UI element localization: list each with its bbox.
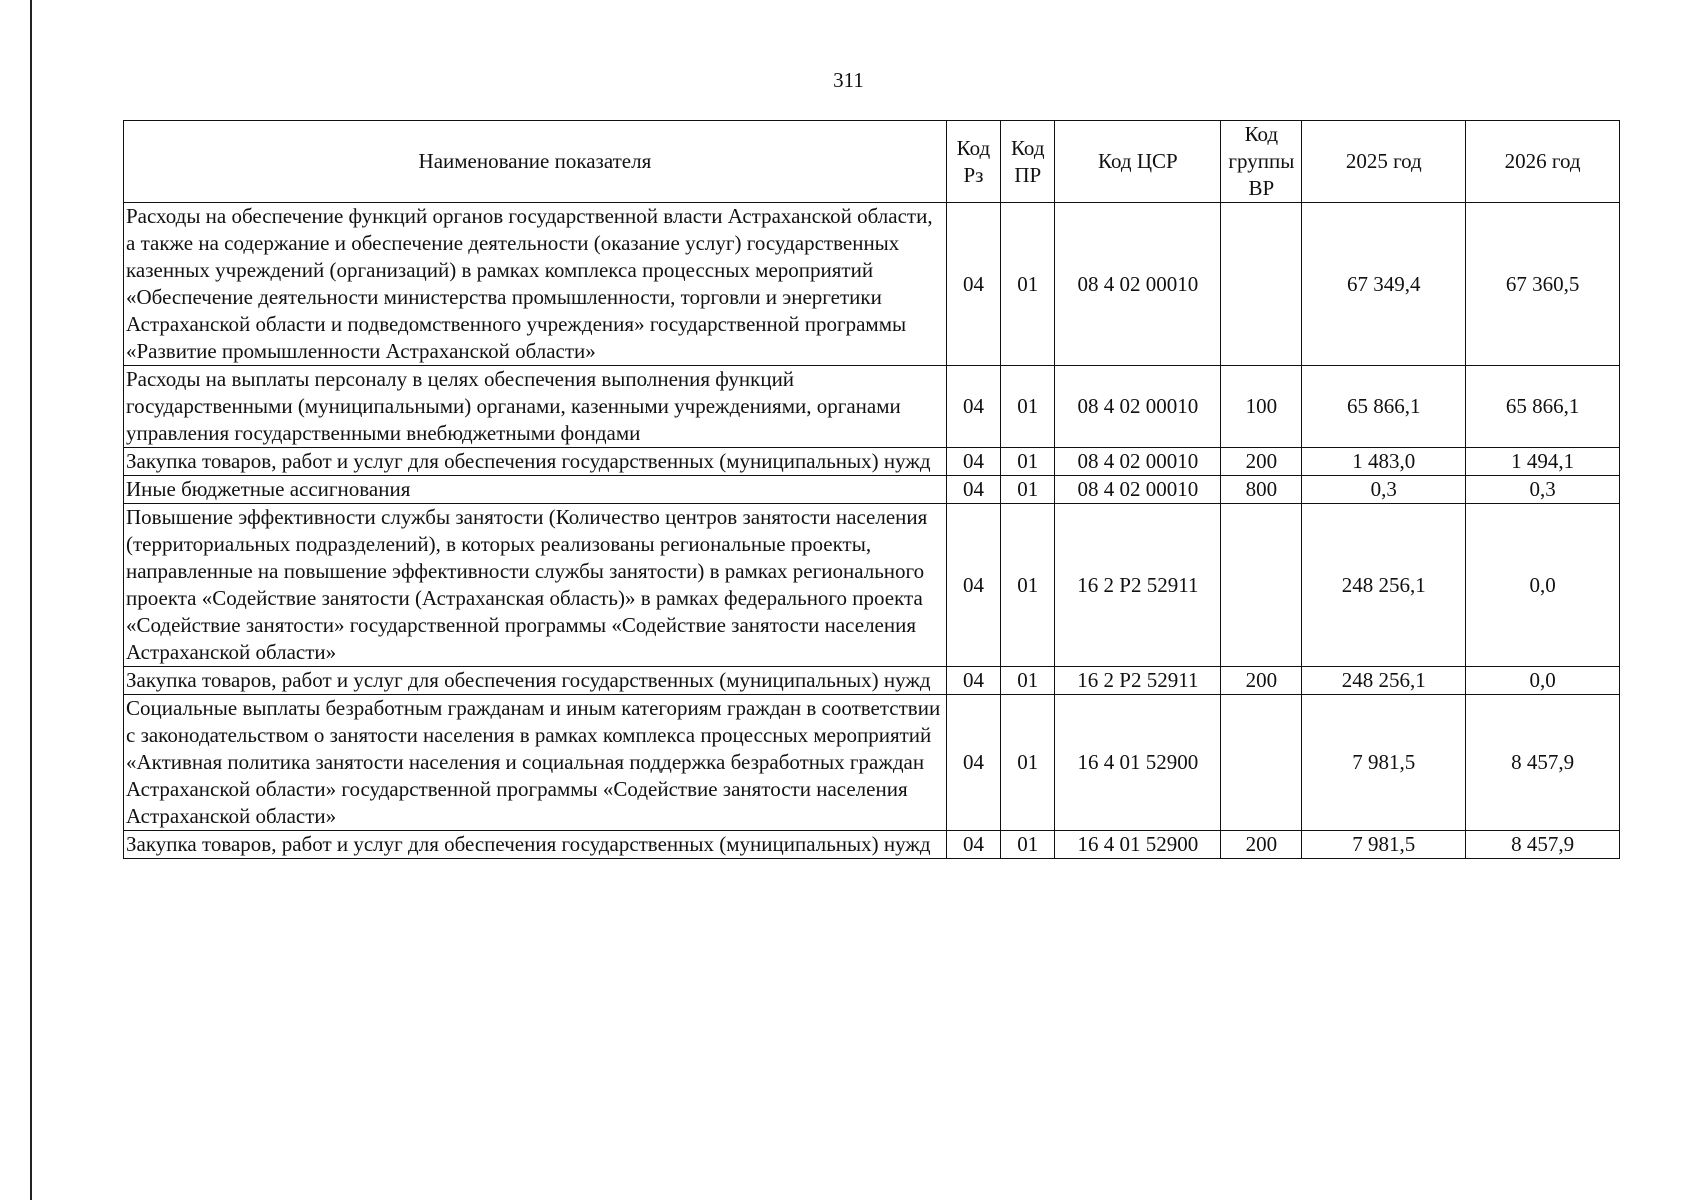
row-pr: 01 (1001, 203, 1055, 366)
row-rz: 04 (946, 667, 1000, 695)
row-pr: 01 (1001, 831, 1055, 859)
row-name: Расходы на обеспечение функций органов государственной власти Астраханской области, а также на содержание и обеспечение деятельности (оказание услуг) государственных казенных учреждений (организаций) в рамках комплекса процессных мероприятий «Обеспечение деятельности министерства промышленности, торговли и энергетики Астраханской области и подведомственного учреждения» государственной программы «Развитие промышленности Астраханской области» (124, 203, 947, 366)
row-vr: 100 (1221, 366, 1302, 448)
table-row (124, 366, 1620, 448)
row-rz: 04 (946, 504, 1000, 667)
row-2026: 0,0 (1466, 504, 1620, 667)
row-pr: 01 (1001, 448, 1055, 476)
table-row (124, 504, 1620, 667)
binding-line (30, 0, 32, 1200)
table-row (124, 831, 1620, 859)
row-csr: 16 4 01 52900 (1055, 695, 1221, 831)
row-vr (1221, 695, 1302, 831)
row-pr: 01 (1001, 504, 1055, 667)
row-vr: 200 (1221, 667, 1302, 695)
row-csr: 08 4 02 00010 (1055, 476, 1221, 504)
row-2026: 67 360,5 (1466, 203, 1620, 366)
row-2026: 8 457,9 (1466, 831, 1620, 859)
row-csr: 08 4 02 00010 (1055, 366, 1221, 448)
row-rz: 04 (946, 366, 1000, 448)
table-row (124, 448, 1620, 476)
header-2026: 2026 год (1466, 121, 1620, 203)
header-rz: Код Рз (946, 121, 1000, 203)
row-2025: 7 981,5 (1302, 695, 1466, 831)
row-name: Закупка товаров, работ и услуг для обеспечения государственных (муниципальных) нужд (124, 448, 947, 476)
row-name: Закупка товаров, работ и услуг для обеспечения государственных (муниципальных) нужд (124, 667, 947, 695)
row-rz: 04 (946, 831, 1000, 859)
row-pr: 01 (1001, 667, 1055, 695)
row-pr: 01 (1001, 366, 1055, 448)
row-2026: 65 866,1 (1466, 366, 1620, 448)
table-row (124, 203, 1620, 366)
row-pr: 01 (1001, 476, 1055, 504)
row-rz: 04 (946, 203, 1000, 366)
row-2025: 7 981,5 (1302, 831, 1466, 859)
row-rz: 04 (946, 448, 1000, 476)
row-csr: 16 2 Р2 52911 (1055, 667, 1221, 695)
row-name: Расходы на выплаты персоналу в целях обеспечения выполнения функций государственными (муниципальными) органами, казенными учреждениями, органами управления государственными внебюджетными фондами (124, 366, 947, 448)
row-2025: 67 349,4 (1302, 203, 1466, 366)
row-csr: 16 2 Р2 52911 (1055, 504, 1221, 667)
page-number: 311 (833, 68, 864, 92)
row-2026: 8 457,9 (1466, 695, 1620, 831)
row-vr (1221, 203, 1302, 366)
row-2025: 248 256,1 (1302, 667, 1466, 695)
header-2025: 2025 год (1302, 121, 1466, 203)
table-row (124, 667, 1620, 695)
row-csr: 08 4 02 00010 (1055, 448, 1221, 476)
header-name: Наименование показателя (124, 121, 947, 203)
row-2025: 0,3 (1302, 476, 1466, 504)
row-2026: 1 494,1 (1466, 448, 1620, 476)
row-vr: 200 (1221, 831, 1302, 859)
row-name: Социальные выплаты безработным гражданам и иным категориям граждан в соответствии с законодательством о занятости населения в рамках комплекса процессных мероприятий «Активная политика занятости населения и социальная поддержка безработных граждан Астраханской области» государственной программы «Содействие занятости населения Астраханской области» (124, 695, 947, 831)
row-name: Повышение эффективности службы занятости (Количество центров занятости населения (территориальных подразделений), в которых реализованы региональные проекты, направленные на повышение эффективности службы занятости) в рамках регионального проекта «Содействие занятости (Астраханская область)» в рамках федерального проекта «Содействие занятости» государственной программы «Содействие занятости населения Астраханской области» (124, 504, 947, 667)
row-rz: 04 (946, 695, 1000, 831)
row-csr: 08 4 02 00010 (1055, 203, 1221, 366)
row-2025: 1 483,0 (1302, 448, 1466, 476)
row-2025: 248 256,1 (1302, 504, 1466, 667)
row-name: Закупка товаров, работ и услуг для обеспечения государственных (муниципальных) нужд (124, 831, 947, 859)
row-vr: 800 (1221, 476, 1302, 504)
row-vr: 200 (1221, 448, 1302, 476)
row-2025: 65 866,1 (1302, 366, 1466, 448)
row-name: Иные бюджетные ассигнования (124, 476, 947, 504)
header-csr: Код ЦСР (1055, 121, 1221, 203)
row-2026: 0,3 (1466, 476, 1620, 504)
row-rz: 04 (946, 476, 1000, 504)
row-csr: 16 4 01 52900 (1055, 831, 1221, 859)
budget-table (123, 120, 1620, 859)
row-vr (1221, 504, 1302, 667)
row-pr: 01 (1001, 695, 1055, 831)
table-row (124, 695, 1620, 831)
header-pr: Код ПР (1001, 121, 1055, 203)
header-row (124, 121, 1620, 203)
row-2026: 0,0 (1466, 667, 1620, 695)
table-row (124, 476, 1620, 504)
header-vr: Код группы ВР (1221, 121, 1302, 203)
